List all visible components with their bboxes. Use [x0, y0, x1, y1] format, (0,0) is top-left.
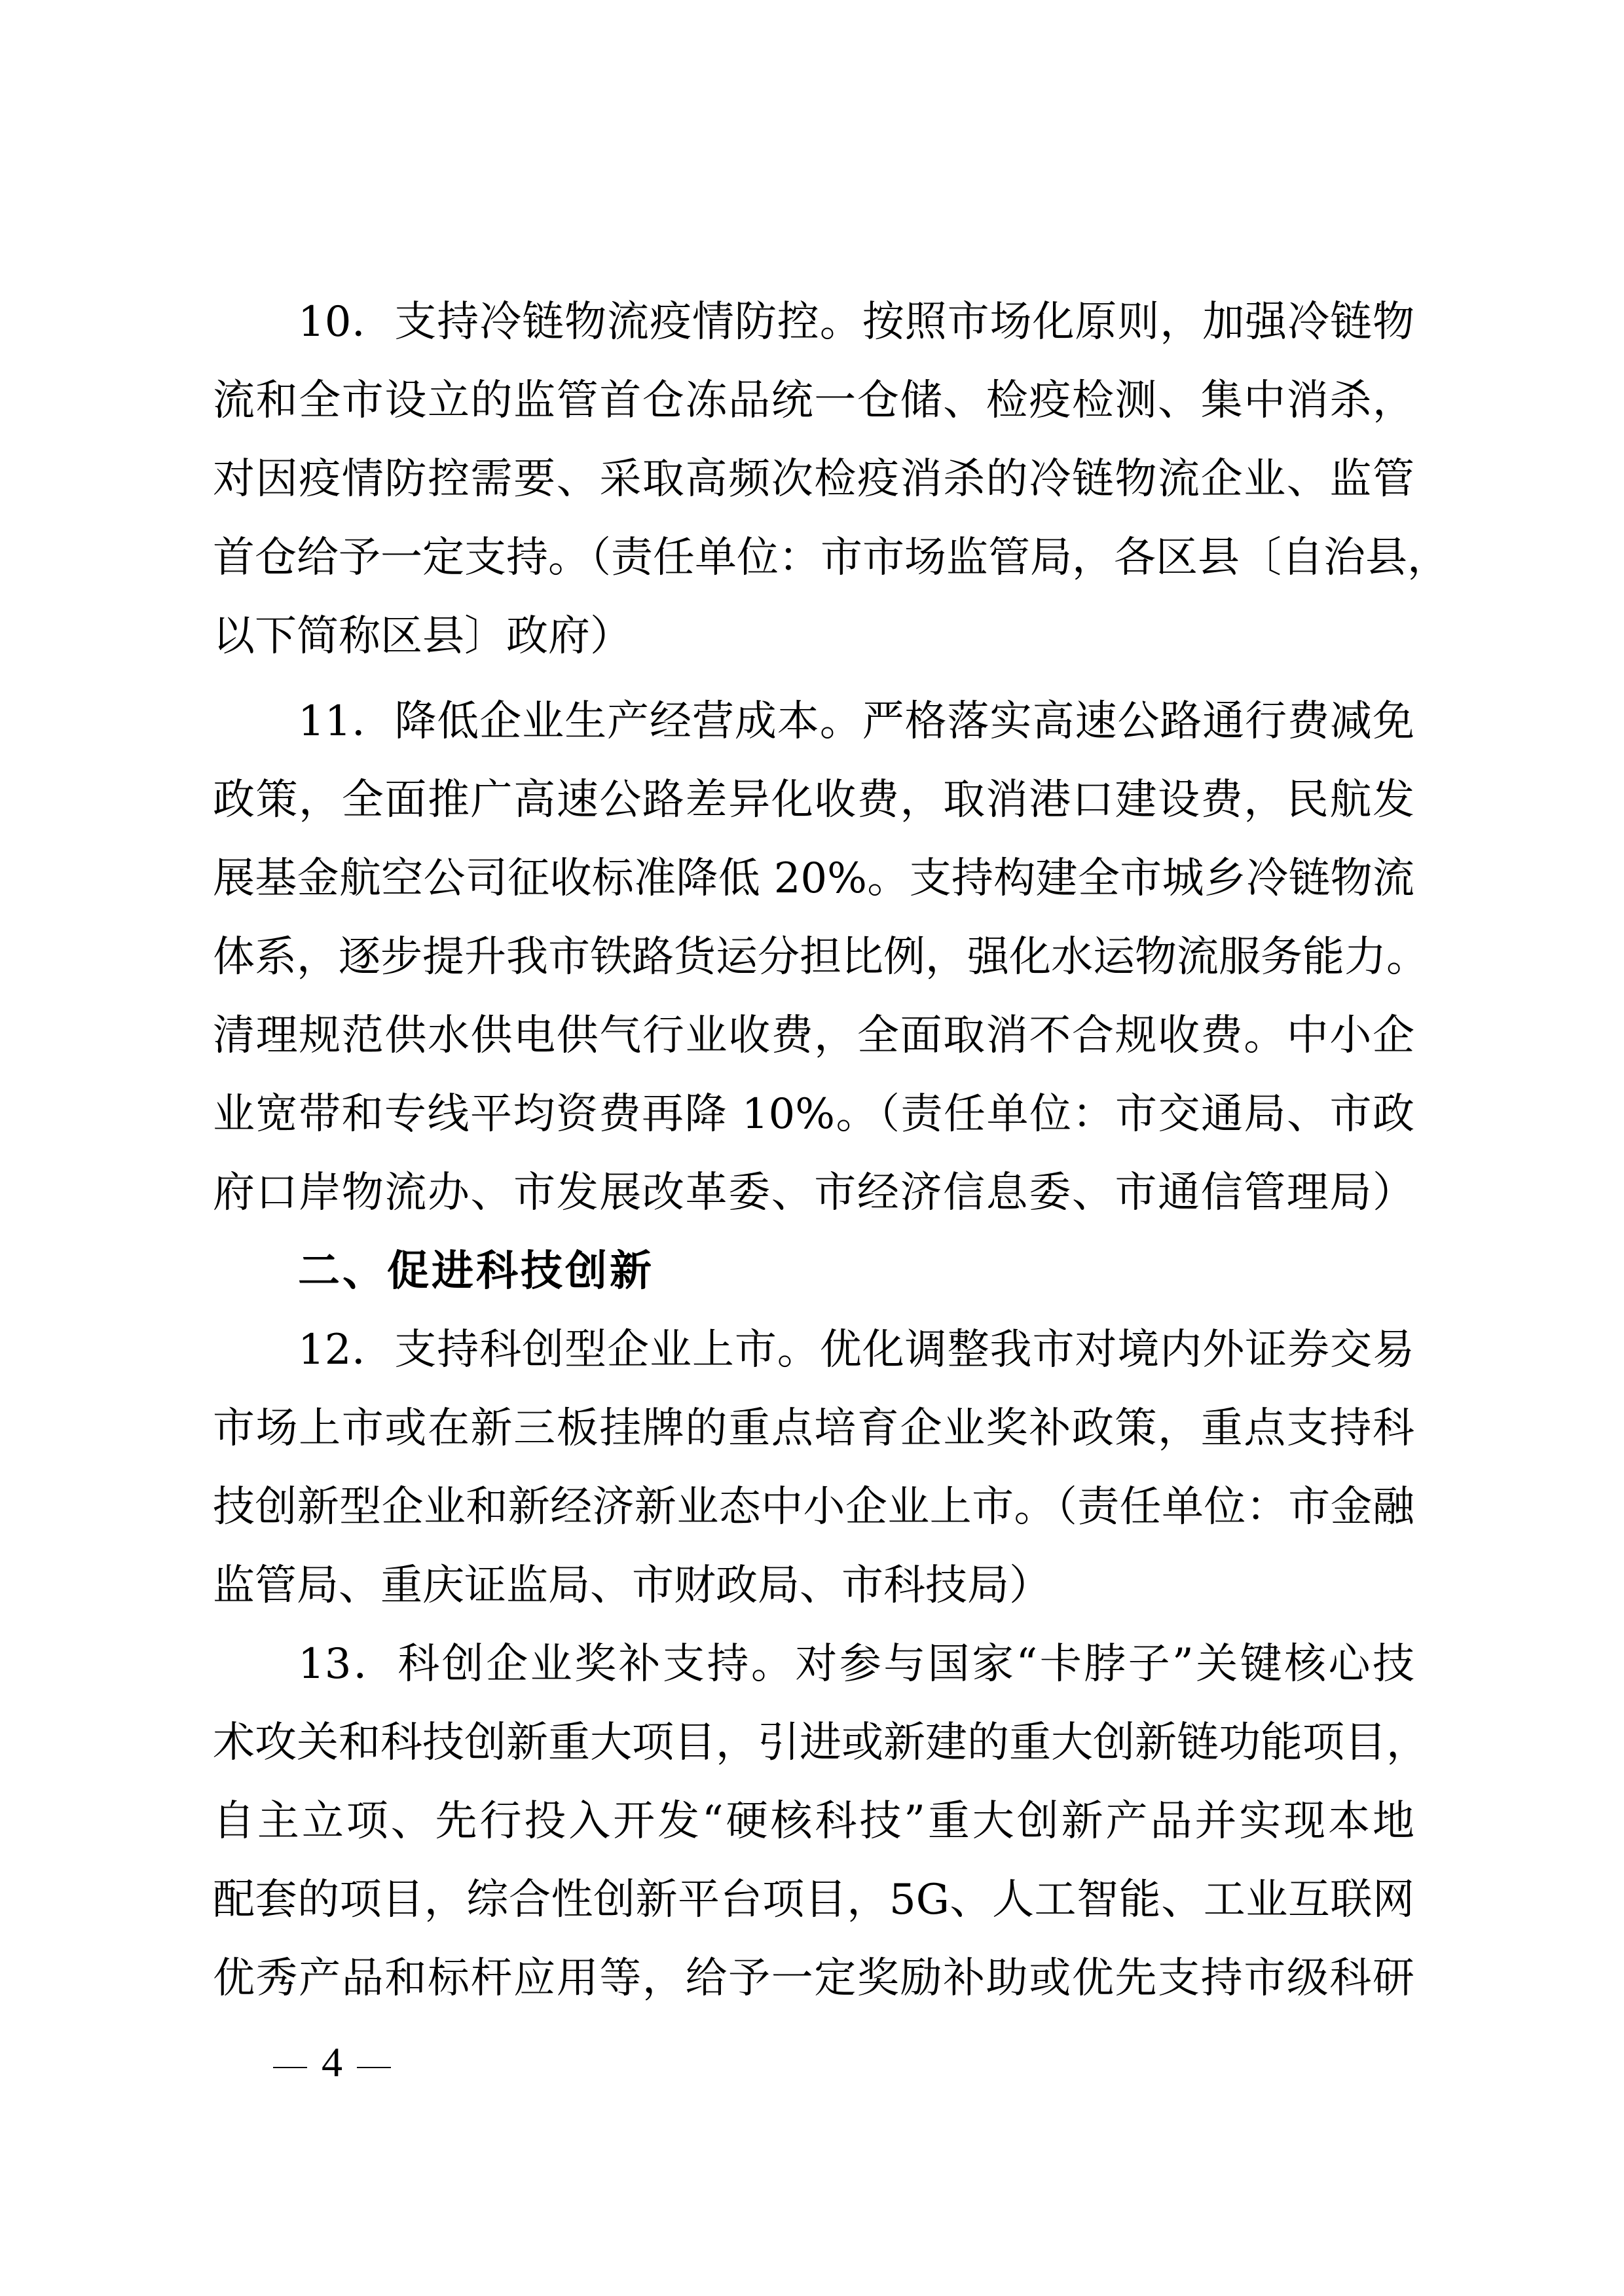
text-line: 优秀产品和标杆应用等，给予一定奖励补助或优先支持市级科研 — [213, 1954, 1414, 2003]
text-line: 12．支持科创型企业上市。优化调整我市对境内外证券交易 — [298, 1326, 1414, 1374]
text-line: 清理规范供水供电供气行业收费，全面取消不合规收费。中小企 — [213, 1011, 1414, 1060]
dash-left — [273, 2067, 307, 2068]
text-line: 流和全市设立的监管首仓冻品统一仓储、检疫检测、集中消杀， — [213, 376, 1414, 425]
text-line: 市场上市或在新三板挂牌的重点培育企业奖补政策，重点支持科 — [213, 1404, 1414, 1453]
text-line: 以下简称区县〕政府） — [213, 612, 632, 661]
text-line: 展基金航空公司征收标准降低 20%。支持构建全市城乡冷链物流 — [213, 854, 1414, 903]
text-line: 首仓给予一定支持。（责任单位：市市场监管局，各区县〔自治县， — [213, 534, 1449, 582]
text-line: 监管局、重庆证监局、市财政局、市科技局） — [213, 1561, 1051, 1610]
text-line: 技创新型企业和新经济新业态中小企业上市。（责任单位：市金融 — [213, 1483, 1414, 1531]
section-heading: 二、促进科技创新 — [298, 1247, 654, 1296]
text-line: 业宽带和专线平均资费再降 10%。（责任单位：市交通局、市政 — [213, 1090, 1414, 1139]
dash-right — [357, 2067, 391, 2068]
text-line: 术攻关和科技创新重大项目，引进或新建的重大创新链功能项目， — [213, 1719, 1428, 1767]
text-line: 自主立项、先行投入开发“硬核科技”重大创新产品并实现本地 — [213, 1797, 1414, 1846]
text-line: 11．降低企业生产经营成本。严格落实高速公路通行费减免 — [298, 697, 1414, 746]
page-number: 4 — [322, 2039, 342, 2085]
text-line: 政策，全面推广高速公路差异化收费，取消港口建设费，民航发 — [213, 776, 1414, 824]
page-footer — [259, 2039, 405, 2085]
text-line: 对因疫情防控需要、采取高频次检疫消杀的冷链物流企业、监管 — [213, 455, 1414, 503]
text-line: 府口岸物流办、市发展改革委、市经济信息委、市通信管理局） — [213, 1169, 1414, 1217]
text-line: 13．科创企业奖补支持。对参与国家“卡脖子”关键核心技 — [298, 1640, 1414, 1688]
text-line: 10．支持冷链物流疫情防控。按照市场化原则，加强冷链物 — [298, 298, 1414, 346]
text-line: 体系，逐步提升我市铁路货运分担比例，强化水运物流服务能力。 — [213, 933, 1428, 981]
text-line: 配套的项目，综合性创新平台项目，5G、人工智能、工业互联网 — [213, 1876, 1414, 1924]
